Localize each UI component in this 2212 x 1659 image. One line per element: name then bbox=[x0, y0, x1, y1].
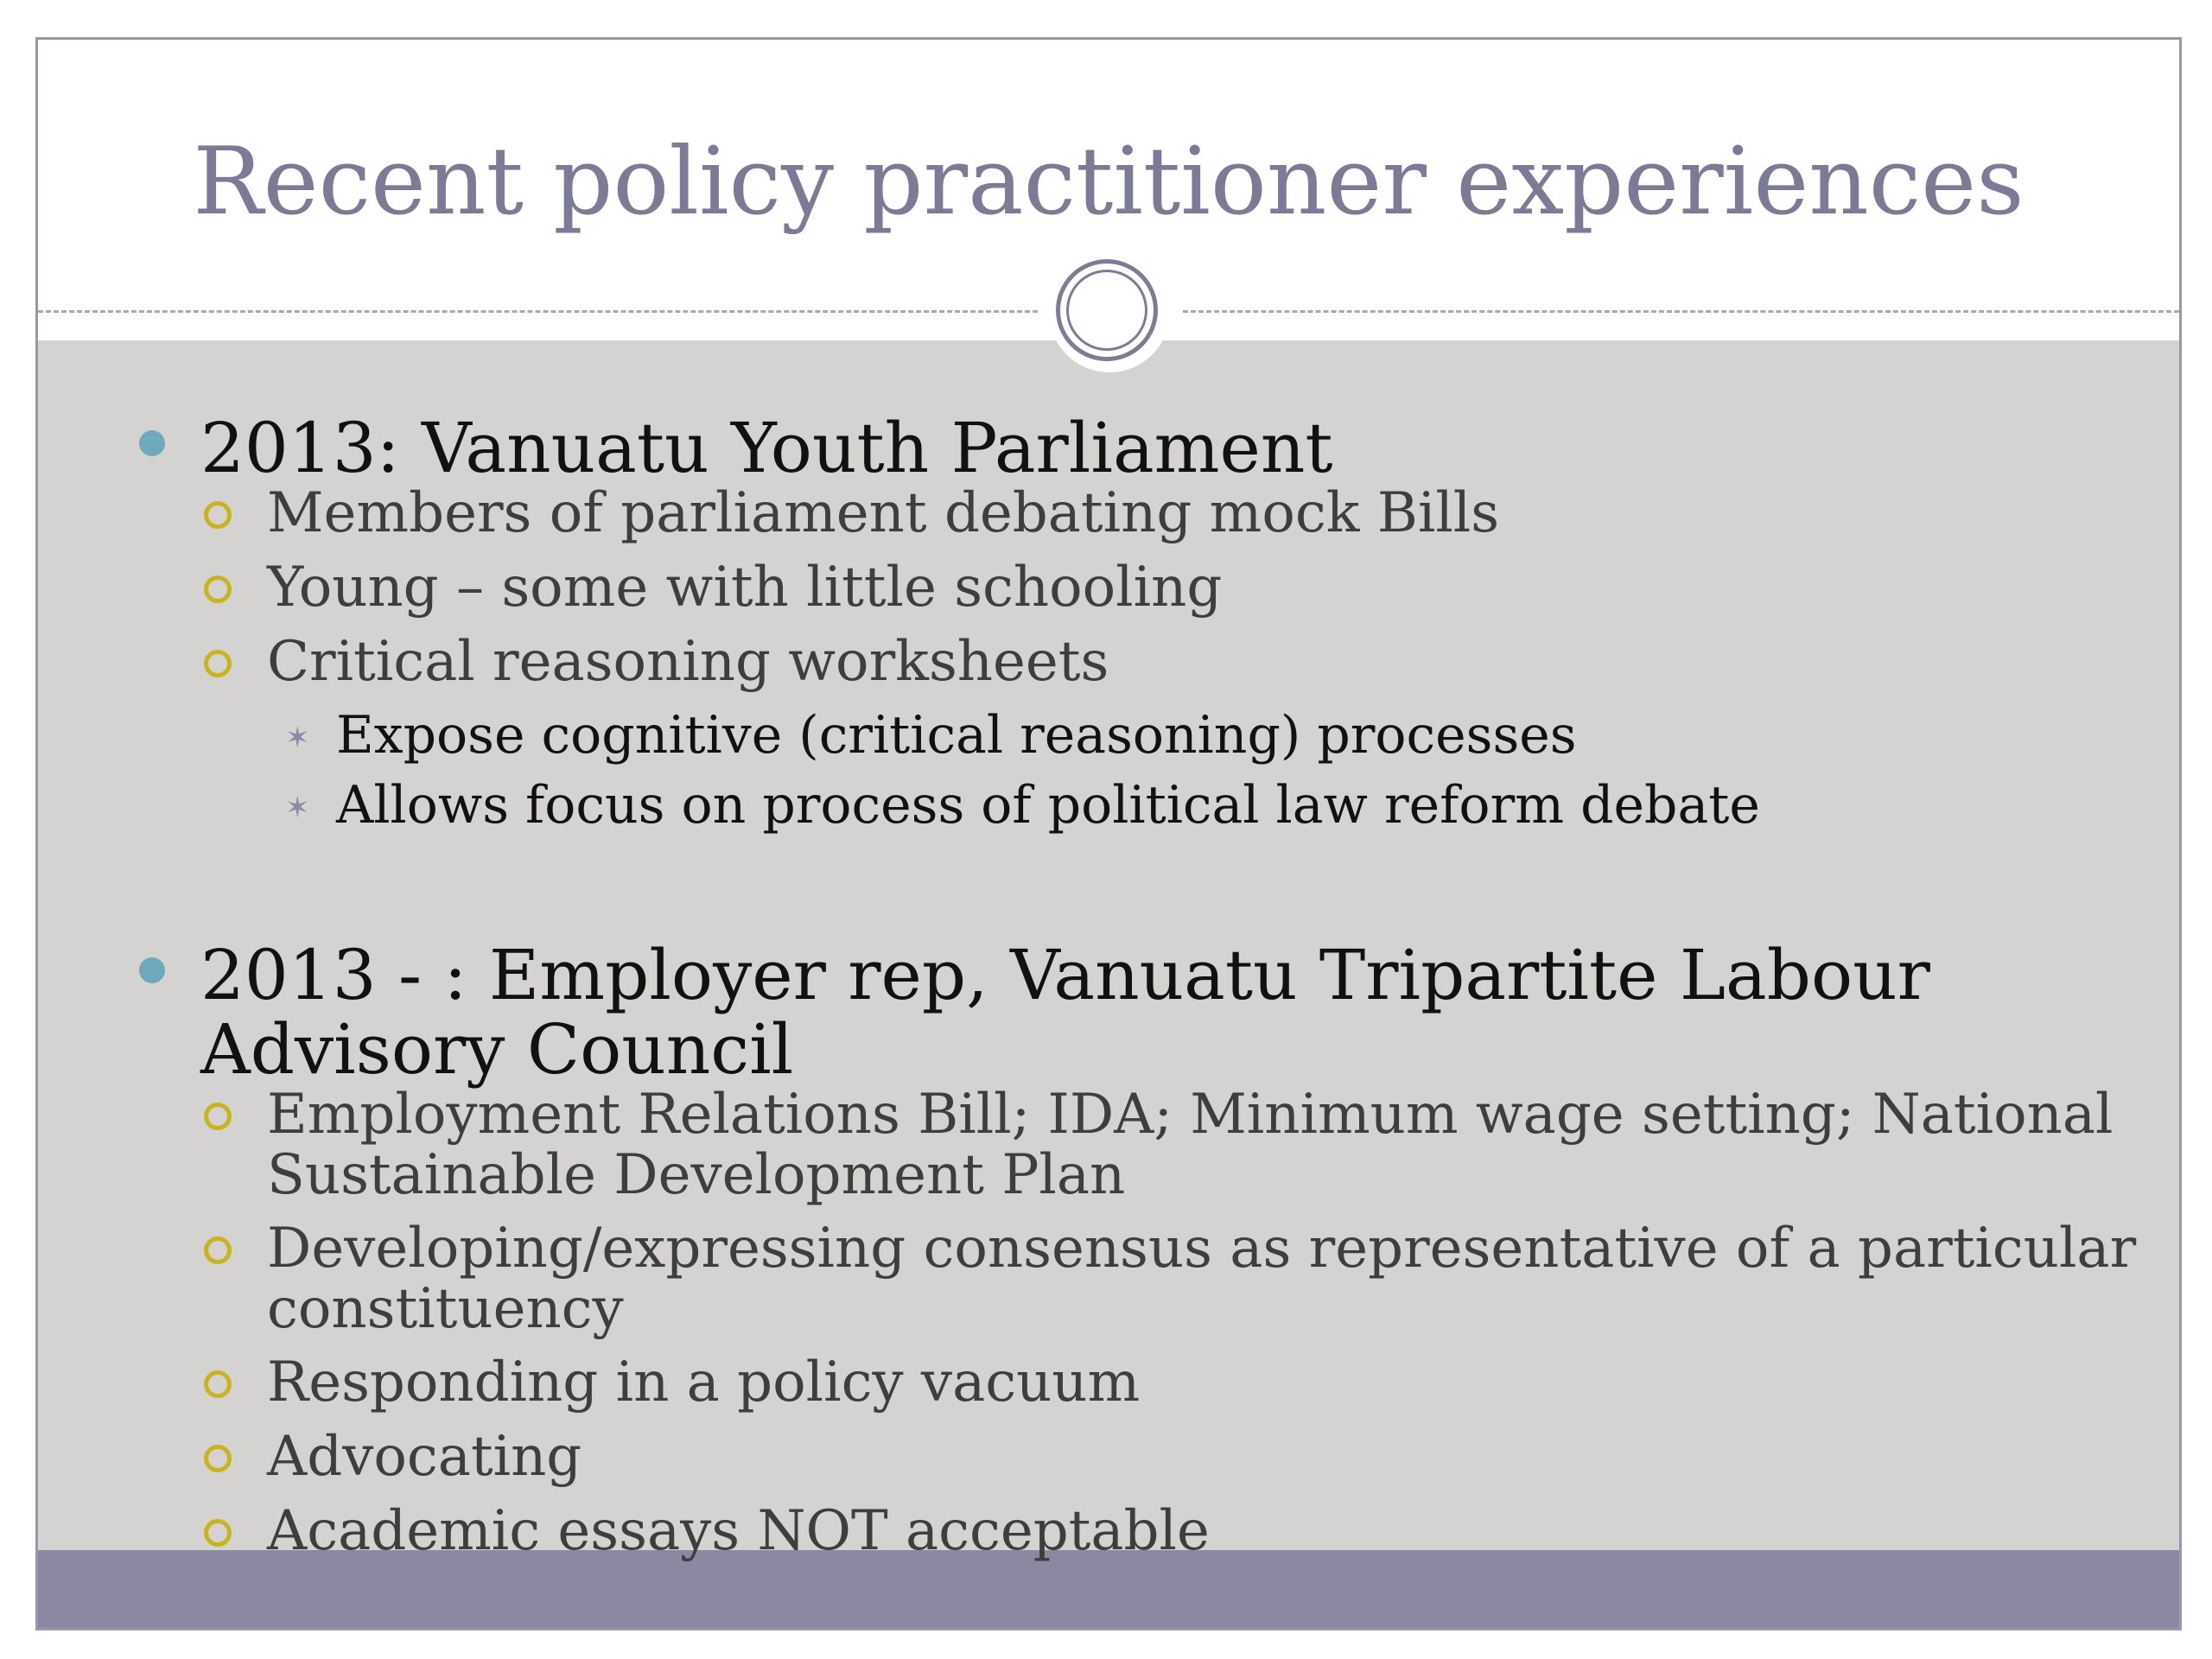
list-item: Critical reasoning worksheets bbox=[267, 630, 1109, 694]
header-divider-right bbox=[1183, 310, 2179, 313]
section-heading-line-2: Advisory Council bbox=[200, 1009, 794, 1090]
double-ring-inner-icon bbox=[1066, 270, 1147, 351]
list-item: Members of parliament debating mock Bills bbox=[267, 481, 1500, 545]
header-divider-left bbox=[38, 310, 1038, 313]
sub-list-item: Allows focus on process of political law reform debate bbox=[336, 775, 1760, 836]
hollow-circle-bullet-icon bbox=[204, 1445, 232, 1472]
list-item-line-2: constituency bbox=[267, 1277, 624, 1341]
hollow-circle-bullet-icon bbox=[204, 501, 232, 529]
section-heading: 2013: Vanuatu Youth Parliament bbox=[200, 408, 1333, 488]
filled-circle-bullet-icon bbox=[139, 430, 165, 456]
hollow-circle-bullet-icon bbox=[204, 575, 232, 603]
hollow-circle-bullet-icon bbox=[204, 1236, 232, 1264]
hollow-circle-bullet-icon bbox=[204, 1519, 232, 1547]
list-item: Advocating bbox=[267, 1425, 582, 1489]
star-bullet-icon: ✶ bbox=[285, 791, 310, 825]
star-bullet-icon: ✶ bbox=[285, 721, 310, 755]
hollow-circle-bullet-icon bbox=[204, 650, 232, 677]
slide-title: Recent policy practitioner experiences bbox=[193, 128, 2024, 236]
hollow-circle-bullet-icon bbox=[204, 1103, 232, 1130]
section-heading-line-1: 2013 - : Employer rep, Vanuatu Tripartite Labour bbox=[200, 935, 1930, 1015]
list-item-line-1: Developing/expressing consensus as representative of a particular bbox=[267, 1217, 2137, 1281]
list-item-line-2: Sustainable Development Plan bbox=[267, 1143, 1126, 1207]
hollow-circle-bullet-icon bbox=[204, 1370, 232, 1398]
list-item: Responding in a policy vacuum bbox=[267, 1351, 1141, 1414]
filled-circle-bullet-icon bbox=[139, 957, 165, 983]
list-item: Young – some with little schooling bbox=[267, 556, 1223, 620]
list-item-line-1: Employment Relations Bill; IDA; Minimum wage setting; National bbox=[267, 1083, 2113, 1147]
list-item: Academic essays NOT acceptable bbox=[267, 1499, 1210, 1563]
sub-list-item: Expose cognitive (critical reasoning) processes bbox=[336, 705, 1577, 766]
slide bbox=[35, 37, 2182, 1630]
